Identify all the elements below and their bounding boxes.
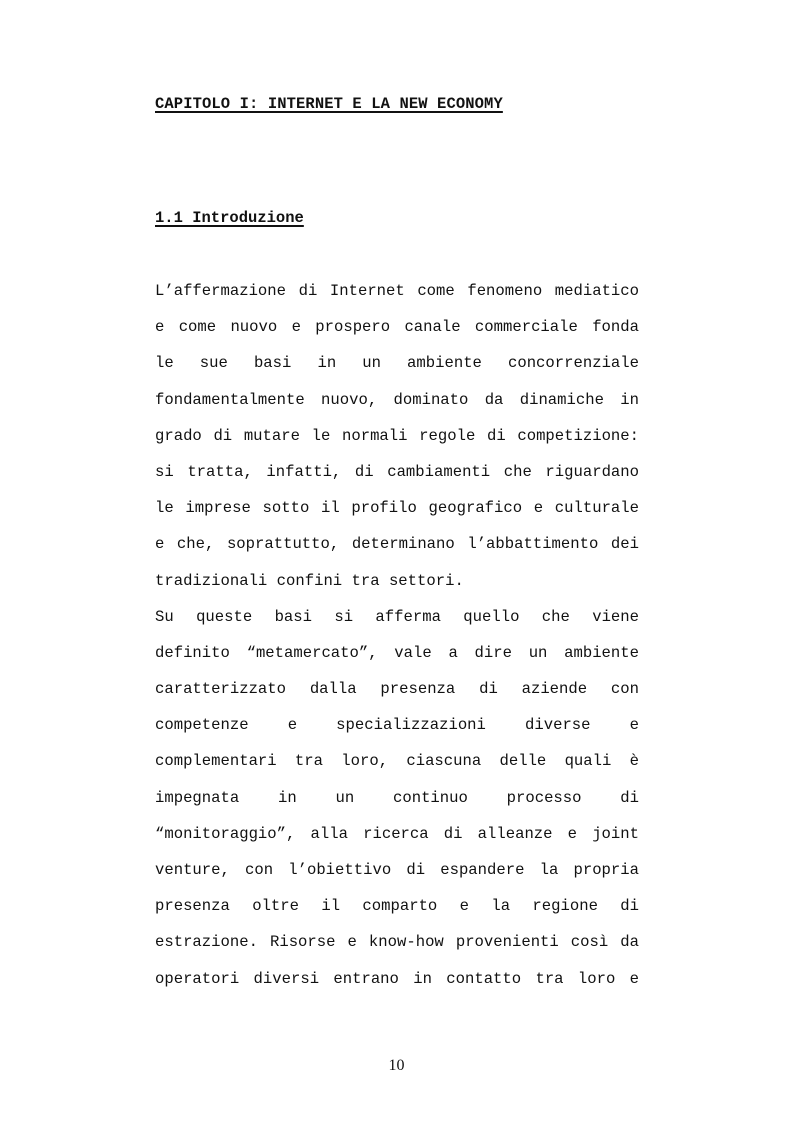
text-line: competenze e specializzazioni diverse e (155, 716, 639, 735)
text-line: si tratta, infatti, di cambiamenti che riguardano (155, 462, 639, 481)
text-line: tradizionali confini tra settori. (155, 571, 464, 590)
text-line: “monitoraggio”, alla ricerca di alleanze e joint (155, 824, 639, 843)
text-line: venture, con l’obiettivo di espandere la propria (155, 861, 639, 879)
text-line: operatori diversi entrano in contatto tra loro e (155, 969, 639, 988)
text-line: estrazione. Risorse e know-how provenienti così da (155, 933, 639, 952)
text-line: fondamentalmente nuovo, dominato da dinamiche in (155, 390, 639, 409)
text-line: e come nuovo e prospero canale commerciale fonda (155, 318, 639, 337)
body-text (155, 277, 639, 1001)
text-line: definito “metamercato”, vale a dire un ambiente (155, 643, 639, 662)
text-line: Su queste basi si afferma quello che viene (155, 607, 639, 626)
text-line: L’affermazione di Internet come fenomeno mediatico (155, 282, 639, 300)
text-line: impegnata in un continuo processo di (155, 788, 639, 807)
chapter-title: CAPITOLO I: INTERNET E LA NEW ECONOMY (155, 95, 503, 113)
text-line: grado di mutare le normali regole di competizione: (155, 426, 639, 445)
text-line: le sue basi in un ambiente concorrenziale (155, 354, 639, 373)
section-title: 1.1 Introduzione (155, 209, 304, 227)
text-line: e che, soprattutto, determinano l’abbattimento dei (155, 535, 639, 554)
text-line: presenza oltre il comparto e la regione di (155, 897, 639, 916)
text-line: caratterizzato dalla presenza di aziende con (155, 680, 639, 699)
text-line: complementari tra loro, ciascuna delle quali è (155, 752, 639, 771)
text-line: le imprese sotto il profilo geografico e culturale (155, 499, 639, 518)
page-number: 10 (388, 1057, 405, 1074)
